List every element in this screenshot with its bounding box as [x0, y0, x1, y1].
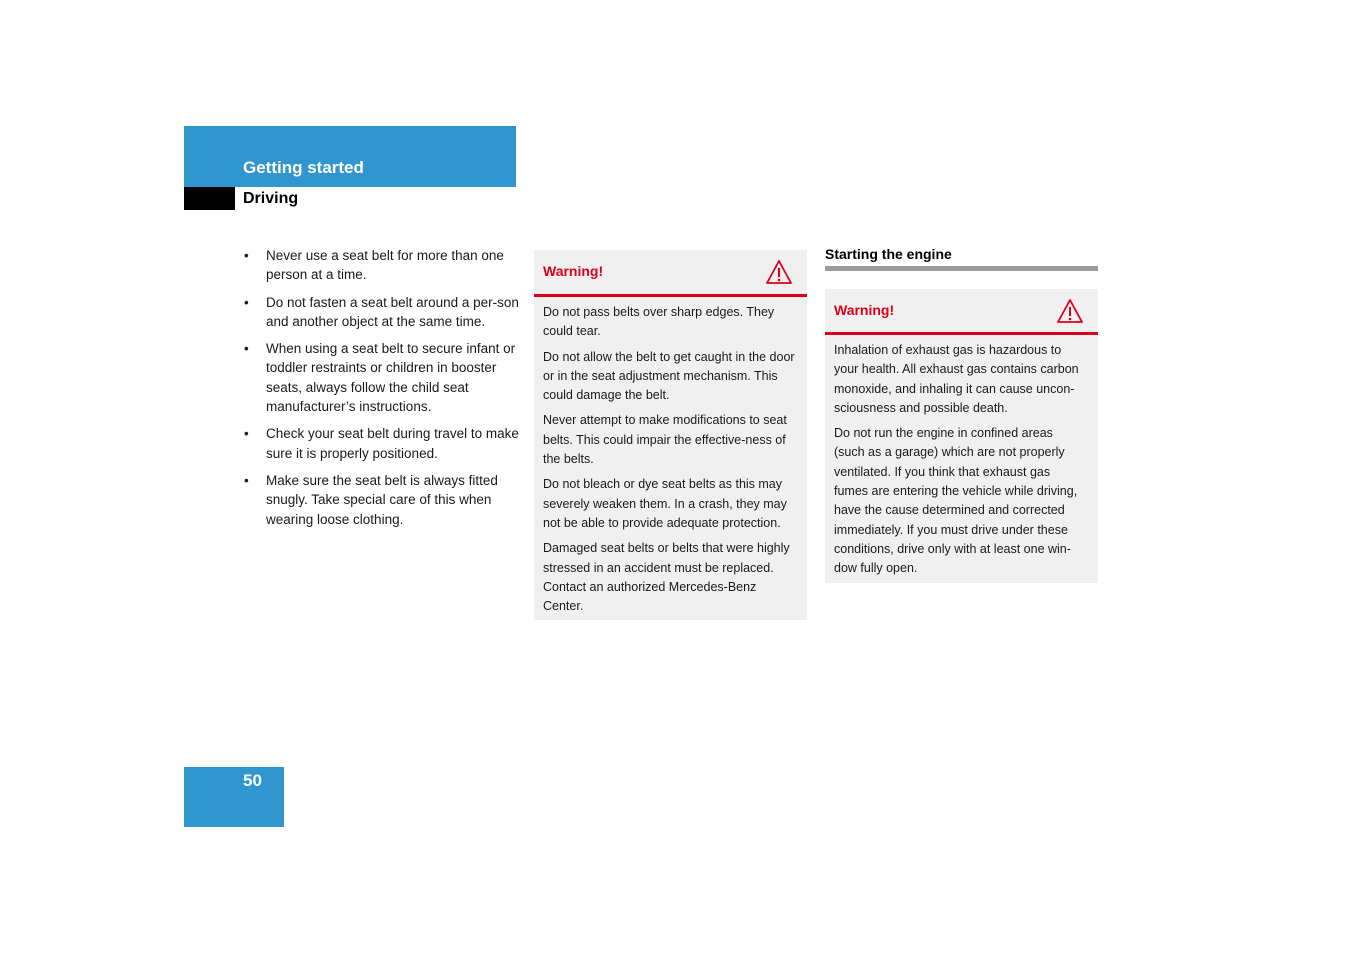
bullet-icon: • [244, 248, 249, 263]
bullet-icon: • [244, 426, 249, 442]
warning-paragraph: Inhalation of exhaust gas is hazardous to your health. All exhaust gas contains carbon monoxide, and inhaling it can cause uncon-sciousness and possible death. [834, 343, 1079, 415]
seat-belt-bullet-list [244, 246, 519, 537]
list-item-text: Make sure the seat belt is always fitted snugly. Take special care of this when wearing loose clothing. [266, 472, 498, 527]
warning-title: Warning! [543, 263, 604, 279]
warning-paragraph: Do not run the engine in confined areas (such as a garage) which are not properly ventilated. If you think that exhaust gas fumes are entering the vehicle while driving, have the cause determined and corrected immediately. If you must drive under these conditions, drive only with at least one win-dow fully open. [834, 426, 1078, 576]
section-title: Getting started [243, 158, 364, 177]
warning-triangle-icon [1056, 298, 1084, 324]
list-item [244, 246, 519, 285]
section-marker [184, 187, 235, 210]
warning-paragraph: Do not bleach or dye seat belts as this may severely weaken them. In a crash, they may not be able to provide adequate protection. [543, 477, 787, 530]
list-item [244, 471, 519, 529]
list-item [244, 293, 519, 332]
warning-header [534, 250, 807, 297]
warning-header [825, 289, 1098, 335]
warning-body [534, 297, 807, 630]
warning-paragraph: Do not pass belts over sharp edges. They could tear. [543, 305, 775, 339]
warning-title: Warning! [834, 302, 895, 318]
page-number: 50 [243, 771, 262, 790]
subsection-title: Driving [243, 190, 299, 207]
list-item [244, 424, 519, 463]
bullet-icon: • [244, 341, 249, 357]
list-item-text: Check your seat belt during travel to make sure it is properly positioned. [266, 426, 519, 461]
warning-body [825, 335, 1098, 593]
bullet-icon: • [244, 294, 249, 310]
bullet-icon: • [244, 472, 249, 488]
list-item-text: Never use a seat belt for more than one person at a time. [266, 248, 504, 283]
heading-rule [825, 266, 1098, 271]
seat-belt-warning-box [534, 250, 807, 620]
warning-paragraph: Damaged seat belts or belts that were highly stressed in an accident must be replaced. Contact an authorized Mercedes-Benz Center. [543, 541, 790, 614]
list-item-text: When using a seat belt to secure infant or toddler restraints or children in booster seats, always follow the child seat manufacturer’s instructions. [266, 341, 516, 415]
exhaust-warning-box [825, 289, 1098, 583]
warning-triangle-icon [765, 259, 793, 285]
page-number-box [184, 767, 284, 827]
list-item-text: Do not fasten a seat belt around a per-son and another object at the same time. [266, 294, 519, 329]
warning-paragraph: Never attempt to make modifications to seat belts. This could impair the effective-ness of the belts. [543, 413, 787, 467]
list-item [244, 339, 519, 416]
warning-paragraph: Do not allow the belt to get caught in the door or in the seat adjustment mechanism. This could damage the belt. [543, 349, 795, 403]
starting-engine-heading: Starting the engine [825, 246, 952, 262]
